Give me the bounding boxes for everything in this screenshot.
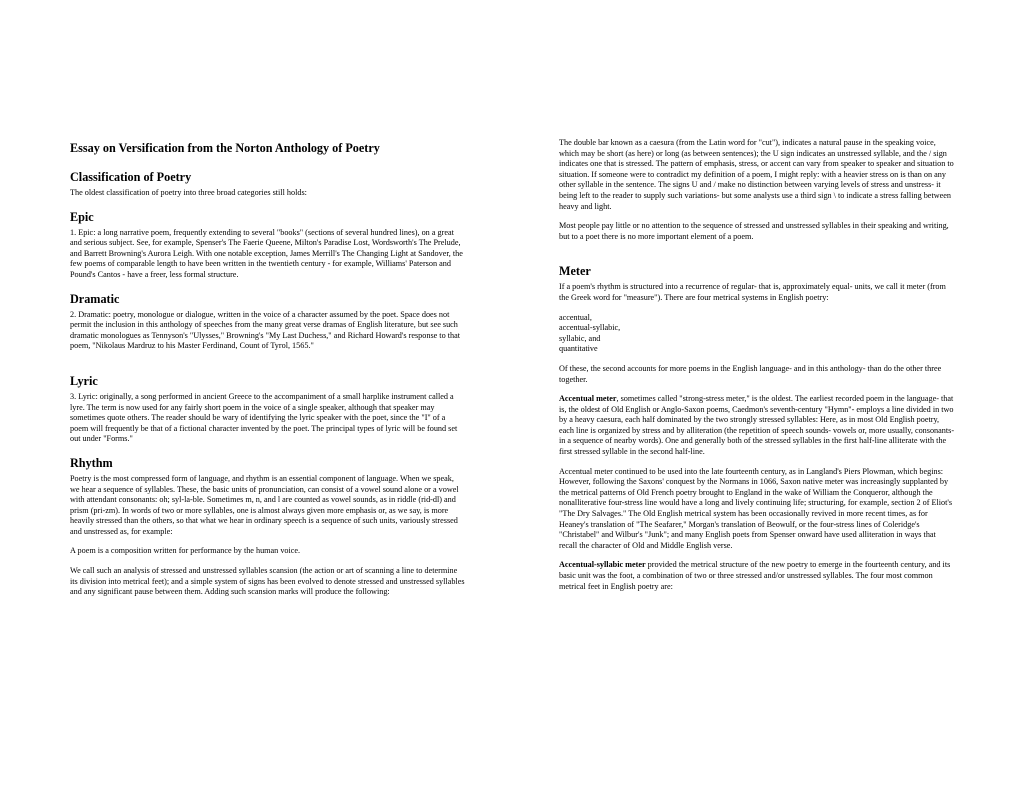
left-column [70, 141, 465, 598]
epic-text: 1. Epic: a long narrative poem, frequently extending to several "books" (sections of several hundred lines), on a great and serious subject. See, for example, Spenser's The Faerie Queene, Milton's Paradise Lost, Wordsworth's The Prelude, and Barrett Browning's Aurora Leigh. With one notable exception, James Merrill's The Changing Light at Sandover, the few poems of comparable length to have been written in the twentieth century - for example, Williams' Paterson and Pound's Cantos - have a freer, less formal structure. [70, 227, 463, 279]
lyric-text: 3. Lyric: originally, a song performed in ancient Greece to the accompaniment of a small harplike instrument called a lyre. The term is now used for any fairly short poem in the voice of a single speaker, although that speaker may sometimes quote others. The reader should be wary of identifying the lyric speaker with the poet, since the "I" of a poem will frequently be that of a fictional character invented by the poet. The principal types of lyric will be found set out under "Forms." [70, 391, 458, 444]
accentual-continued-paragraph: Accentual meter continued to be used into the late fourteenth century, as in Langland's Piers Plowman, which begins: However, following the Saxons' conquest by the Normans in 1066, Saxon native meter was increasingly supplanted by the metrical patterns of Old French poetry brought to England in the wake of William the Conqueror, although the nonalliterative four-stress line would have a long and lively continuing life; structuring, for example, section 2 of Eliot's "The Dry Salvages." The Old English metrical system has been occasionally revived in more recent times, as for Heaney's translation of "The Seafarer," Morgan's translation of Beowulf, or the four-stress lines of Coleridge's "Christabel" and Wilbur's "Junk"; and many English poets from Spenser onward have used alliteration in ways that recall the character of Old and Middle English verse. [559, 466, 953, 550]
list-item: accentual-syllabic, [559, 323, 621, 333]
accentual-meter-paragraph [559, 394, 955, 458]
accentual-meter-label: Accentual meter [559, 394, 617, 404]
accentual-meter-text: , sometimes called "strong-stress meter," is the oldest. The earliest recorded poem in the language- that is, the oldest of Old English or Anglo-Saxon poems, Caedmon's seventh-century "Hymn"- employs a line divided in two by a heavy caesura, each half dominated by the two strongly stressed syllables: Here, as in most Old English poetry, each line is organized by stress and by alliteration (the repetition of speech sounds- vowels or, more usually, consonants- in a sequence of nearby words). One and generally both of the stressed syllables in the first half-line alliterate with the first stressed syllable in the second half-line. [559, 394, 955, 457]
heading-lyric: Lyric [70, 373, 98, 388]
document-title: Essay on Versification from the Norton Anthology of Poetry [70, 141, 380, 155]
heading-rhythm: Rhythm [70, 455, 113, 470]
classification-text: The oldest classification of poetry into three broad categories still holds: [70, 188, 307, 197]
stress-paragraph: Most people pay little or no attention to the sequence of stressed and unstressed syllables in their speaking and writing, but to a poet there is no more important element of a poem. [559, 221, 949, 241]
heading-dramatic: Dramatic [70, 291, 120, 306]
rhythm-paragraph-1: Poetry is the most compressed form of language, and rhythm is an essential component of language. When we speak, we hear a sequence of syllables. These, the basic units of pronunciation, can consist of a vowel sound alone or a vowel with attendant consonants: oh; syl-la-ble. Sometimes m, n, and l are counted as vowel sounds, as in riddle (rid-dl) and prism (pri-zm). In words of two or more syllables, one is almost always given more emphasis or, as we say, is more heavily stressed than the others, so that what we hear in ordinary speech is a sequence of such units, variously stressed and unstressed as, for example: [70, 473, 459, 536]
accentual-syllabic-label: Accentual-syllabic meter [559, 560, 646, 570]
rhythm-paragraph-2: A poem is a composition written for performance by the human voice. [70, 546, 301, 556]
heading-epic: Epic [70, 209, 94, 224]
heading-meter: Meter [559, 264, 591, 279]
heading-classification: Classification of Poetry [70, 170, 192, 184]
accentual-syllabic-paragraph [559, 560, 955, 592]
right-column [559, 138, 955, 592]
meter-intro: If a poem's rhythm is structured into a recurrence of regular- that is, approximately equal- units, we call it meter (from the Greek word for "measure"). There are four metrical systems in English poetry: [559, 282, 946, 302]
list-item: accentual, [559, 312, 592, 322]
meter-after-text: Of these, the second accounts for more poems in the English language- and in this anthology- than do the other three together. [559, 363, 942, 384]
list-item: syllabic, and [559, 333, 601, 343]
metrical-systems-list [559, 313, 955, 355]
dramatic-text: 2. Dramatic: poetry, monologue or dialogue, written in the voice of a character assumed by the poet. Space does not permit the inclusion in this anthology of speeches from the many great verse dramas of English literature, but see such dramatic monologues as Tennyson's "Ulysses," Browning's "My Last Duchess," and Richard Howard's response to that poem, "Nikolaus Mardruz to his Master Ferdinand, Count of Tyrol, 1565." [70, 309, 461, 351]
list-item: quantitative [559, 344, 598, 354]
rhythm-paragraph-3: We call such an analysis of stressed and unstressed syllables scansion (the action or art of scanning a line to determine its division into metrical feet); and a simple system of signs has been evolved to denote stressed and unstressed syllables and any significant pause between them. Adding such scansion marks will produce the following: [70, 566, 465, 597]
caesura-paragraph: The double bar known as a caesura (from the Latin word for "cut"), indicates a natural pause in the speaking voice, which may be short (as here) or long (as between sentences); the U sign indicates an unstressed syllable, and the / sign indicates one that is stressed. The pattern of emphasis, stress, or accent can vary from speaker to speaker and situation to situation. If someone were to contradict my definition of a poem, I might reply: with a heavier stress on is than on any other syllable in the sentence. The signs U and / make no distinction between varying levels of stress and unstress- it being left to the reader to supply such variations- but some analysts use a third sign \ to indicate a stress falling between heavy and light. [559, 138, 954, 211]
accentual-syllabic-text: provided the metrical structure of the new poetry to emerge in the fourteenth century, and its basic unit was the foot, a combination of two or three stressed and/or unstressed syllables. The four most common metrical feet in English poetry are: [559, 560, 951, 591]
